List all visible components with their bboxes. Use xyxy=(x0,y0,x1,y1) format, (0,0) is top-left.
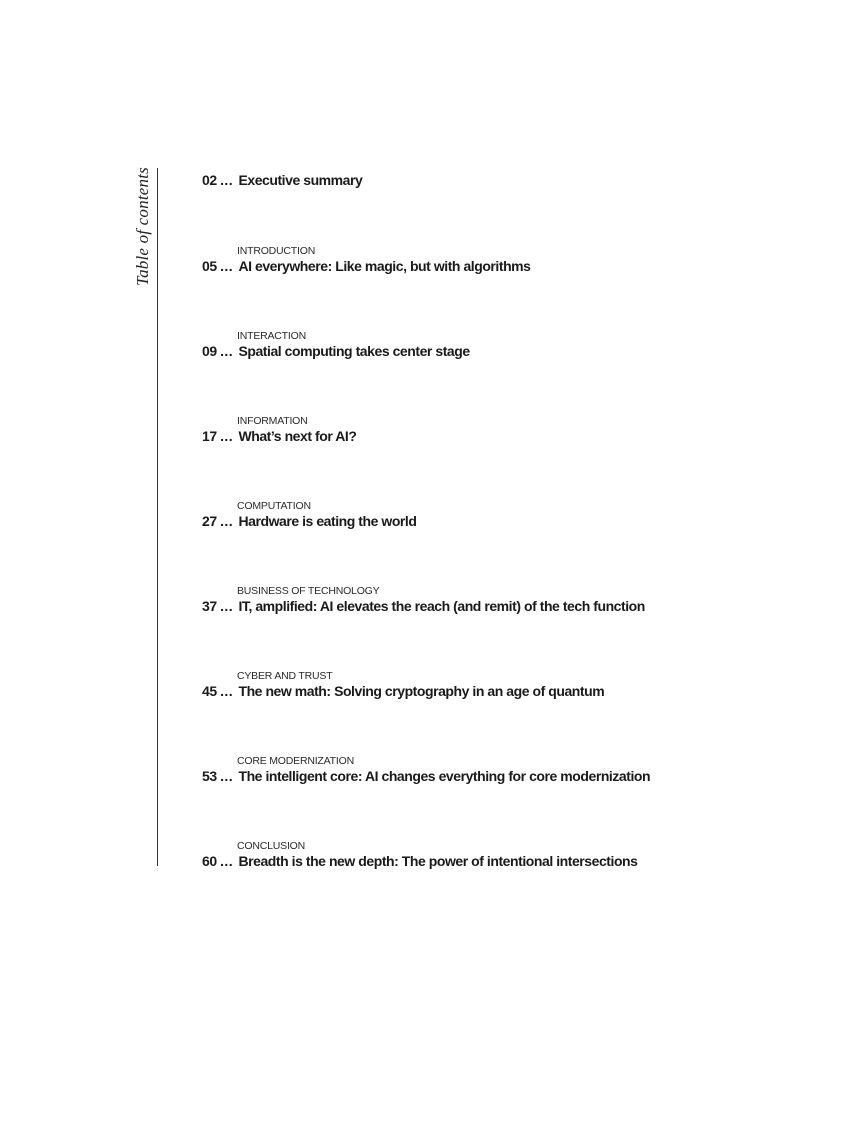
toc-page-number: 60 xyxy=(202,853,217,869)
toc-entry-title: AI everywhere: Like magic, but with algorithms xyxy=(238,258,531,274)
toc-entry-title: Spatial computing takes center stage xyxy=(238,343,470,359)
toc-section-label: BUSINESS OF TECHNOLOGY xyxy=(237,585,380,597)
toc-page-number: 45 xyxy=(202,683,217,699)
toc-entry-title: What’s next for AI? xyxy=(238,428,357,444)
toc-page-number: 02 xyxy=(202,172,217,188)
toc-page-number: 05 xyxy=(202,258,217,274)
toc-entry-title: Breadth is the new depth: The power of intentional intersections xyxy=(238,853,638,869)
toc-section-label: INTRODUCTION xyxy=(237,245,316,257)
toc-entry-line[interactable] xyxy=(202,343,470,359)
toc-entry-line[interactable] xyxy=(202,853,637,869)
toc-leader-dots: ... xyxy=(220,768,234,784)
toc-section-label: INFORMATION xyxy=(237,415,308,427)
toc-page-number: 53 xyxy=(202,768,217,784)
toc-entry-title: The new math: Solving cryptography in an age of quantum xyxy=(238,683,605,699)
toc-leader-dots: ... xyxy=(220,172,234,188)
toc-entry-title: IT, amplified: AI elevates the reach (and remit) of the tech function xyxy=(238,598,645,614)
table-of-contents-heading: Table of contents xyxy=(133,167,152,286)
toc-entry-line[interactable] xyxy=(202,768,650,784)
toc-section-label: CORE MODERNIZATION xyxy=(237,755,354,767)
toc-entry-line[interactable] xyxy=(202,513,416,529)
toc-section-label: CONCLUSION xyxy=(237,840,306,852)
toc-page-number: 37 xyxy=(202,598,217,614)
toc-leader-dots: ... xyxy=(220,258,234,274)
toc-leader-dots: ... xyxy=(220,853,234,869)
toc-page-number: 27 xyxy=(202,513,217,529)
toc-section-label: INTERACTION xyxy=(237,330,306,342)
toc-entry-line[interactable] xyxy=(202,172,362,188)
toc-leader-dots: ... xyxy=(220,598,234,614)
toc-section-label: COMPUTATION xyxy=(237,500,311,512)
toc-leader-dots: ... xyxy=(220,683,234,699)
toc-entry-line[interactable] xyxy=(202,258,531,274)
vertical-divider xyxy=(157,168,158,866)
toc-section-label: CYBER AND TRUST xyxy=(237,670,333,682)
toc-page-number: 17 xyxy=(202,428,217,444)
toc-leader-dots: ... xyxy=(220,513,234,529)
toc-page-number: 09 xyxy=(202,343,217,359)
toc-entry-line[interactable] xyxy=(202,428,356,444)
toc-entry-title: The intelligent core: AI changes everything for core modernization xyxy=(238,768,651,784)
toc-leader-dots: ... xyxy=(220,343,234,359)
toc-entry-line[interactable] xyxy=(202,683,604,699)
toc-entry-title: Executive summary xyxy=(238,172,363,188)
toc-entry-title: Hardware is eating the world xyxy=(238,513,417,529)
toc-entry-line[interactable] xyxy=(202,598,645,614)
toc-leader-dots: ... xyxy=(220,428,234,444)
